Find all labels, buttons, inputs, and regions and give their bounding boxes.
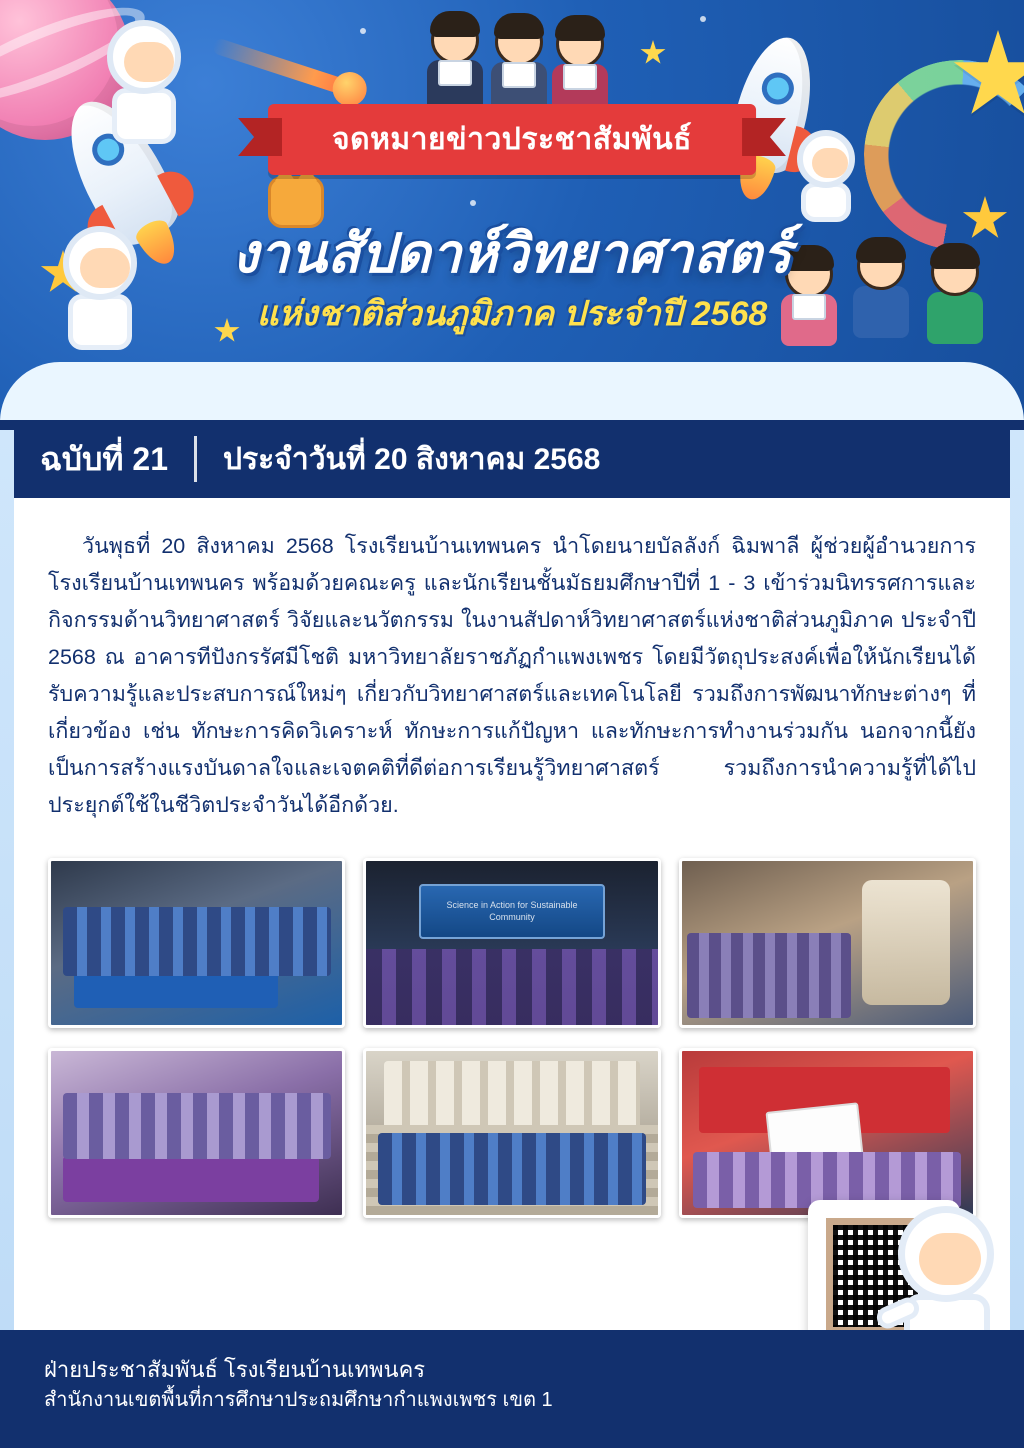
star-icon-small-3 [640, 40, 666, 66]
astronaut-icon-1 [96, 20, 192, 140]
footer-line-1: ฝ่ายประชาสัมพันธ์ โรงเรียนบ้านเทพนคร [44, 1357, 426, 1382]
photo-1[interactable] [48, 858, 345, 1028]
right-edge-decoration [1010, 430, 1024, 1330]
ribbon-banner: จดหมายข่าวประชาสัมพันธ์ [268, 104, 756, 175]
photo-2-screen-text: Science in Action for Sustainable Community [419, 884, 605, 940]
photo-5[interactable] [363, 1048, 660, 1218]
issue-number: ฉบับที่ 21 [40, 440, 168, 477]
student-figure-1 [420, 16, 490, 112]
comet-icon [211, 37, 359, 99]
poster-sub-title: แห่งชาติส่วนภูมิภาค ประจำปี 2568 [256, 295, 768, 333]
student-figure-3 [545, 20, 615, 116]
photo-3[interactable] [679, 858, 976, 1028]
issue-bar [0, 420, 1024, 498]
left-edge-decoration [0, 430, 14, 1330]
footer-line-2: สำนักงานเขตพื้นที่การศึกษาประถมศึกษากำแพงเพชร เขต 1 [44, 1388, 553, 1411]
photo-6[interactable] [679, 1048, 976, 1218]
issue-date: ประจำวันที่ 20 สิงหาคม 2568 [223, 442, 601, 476]
issue-divider [194, 436, 197, 482]
photo-grid [48, 858, 976, 1218]
photo-2[interactable] [363, 858, 660, 1028]
poster-main-title: งานสัปดาห์วิทยาศาสตร์ [232, 224, 792, 284]
photo-4[interactable] [48, 1048, 345, 1218]
student-figure-2 [484, 18, 554, 114]
poster-header [0, 0, 1024, 420]
news-paragraph: วันพุธที่ 20 สิงหาคม 2568 โรงเรียนบ้านเทพนคร นำโดยนายบัลลังก์ ฉิมพาลี ผู้ช่วยผู้อำนวยการโรงเรียนบ้านเทพนคร พร้อมด้วยคณะครู และนักเรียนชั้นมัธยมศึกษาปีที่ 1 - 3 เข้าร่วมนิทรรศการและกิจกรรมด้านวิทยาศาสตร์ วิจัยและนวัตกรรม ในงานสัปดาห์วิทยาศาสตร์แห่งชาติส่วนภูมิภาค ประจำปี 2568 ณ อาคารทีปังกรรัศมีโชติ มหาวิทยาลัยราชภัฏกำแพงเพชร โดยมีวัตถุประสงค์เพื่อให้นักเรียนได้รับความรู้และประสบการณ์ใหม่ๆ เกี่ยวกับวิทยาศาสตร์และเทคโนโลยี รวมถึงการพัฒนาทักษะต่างๆ ที่เกี่ยวข้อง เช่น ทักษะการคิดวิเคราะห์ ทักษะการแก้ปัญหา และทักษะการทำงานร่วมกัน นอกจากนี้ยังเป็นการสร้างแรงบันดาลใจและเจตคติที่ดีต่อการเรียนรู้วิทยาศาสตร์ รวมถึงการนำความรู้ที่ได้ไปประยุกต์ใช้ในชีวิตประจำวันได้อีกด้วย. [48, 534, 976, 817]
poster-footer [0, 1330, 1024, 1448]
